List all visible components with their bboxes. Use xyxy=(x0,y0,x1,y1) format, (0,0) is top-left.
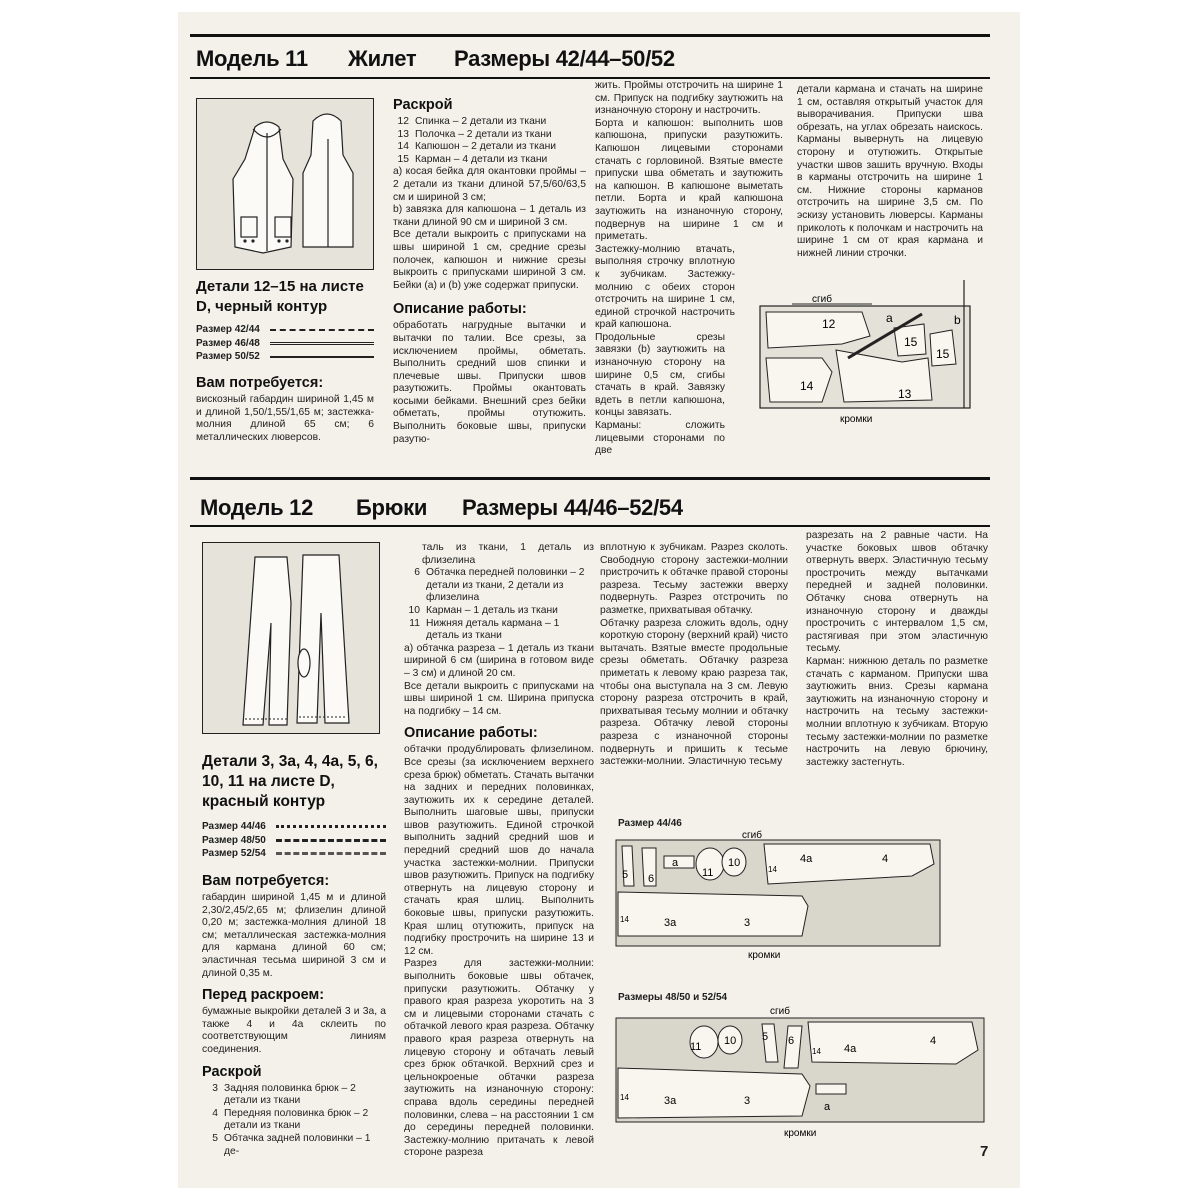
size-label: Размер 44/46 xyxy=(202,821,266,832)
fold-label: сгиб xyxy=(812,294,832,305)
vest-drawing xyxy=(197,99,373,269)
fold-label: сгиб xyxy=(770,1006,790,1017)
model11-header xyxy=(196,46,986,74)
model12-name: Брюки xyxy=(356,495,428,520)
piece-14-label: 14 xyxy=(800,379,814,393)
need-text: вискозный габардин шириной 1,45 м и длиной 1,50/1,55/1,65 м; застежка-молния длиной 65 см; 6 металлических люверсов. xyxy=(196,394,374,443)
piece-10-label: 10 xyxy=(728,857,741,869)
piece-6-label: 6 xyxy=(648,873,655,885)
list-item: 14 Капюшон – 2 детали из ткани xyxy=(397,141,557,153)
size-line-dashed xyxy=(276,852,386,855)
paragraph: вплотную к зубчикам. Разрез сколоть. Свободную сторону застежки-молнии пристрочить к обтачке правой стороны разреза. Тесьму застежки вверху подвернуть. Разрез отстрочить по разметке, прихватывая обтачку. xyxy=(600,542,788,616)
size-label: Размер 42/44 xyxy=(196,324,260,335)
piece-a-label: a xyxy=(672,857,679,869)
paragraph: Застежку-молнию втачать, выполняя строчку вплотную к зубчикам. Застежку-молнию с обеих сторон отстрочить на ширине 1 см, единой строчкой настрочить край капюшона. xyxy=(595,243,735,331)
cut-extra: Все детали выкроить с припусками на швы шириной 1 см, средние срезы полочек, капюшон и нижние срезы выкроить с припусками шириной 3 см. Бейки (а) и (b) уже содержат припуски. xyxy=(393,229,586,291)
list-item: 15 Карман – 4 детали из ткани xyxy=(397,153,548,165)
size-line-solid xyxy=(270,356,374,358)
paragraph: Карманы: сложить лицевыми сторонами по две xyxy=(595,420,725,457)
trousers-back-outline xyxy=(297,555,349,723)
model12-col1 xyxy=(202,870,386,1158)
need-heading: Вам потребуется: xyxy=(202,873,330,889)
allowance-14-label: 14 xyxy=(812,1047,821,1056)
model11-name: Жилет xyxy=(348,46,417,71)
cut-extra: а) косая бейка для окантовки проймы – 2 детали из ткани длиной 57,5/60/63,5 см и шириной 3 см; xyxy=(393,166,586,203)
size-label: Размер 50/52 xyxy=(196,351,260,362)
allowance-14-label: 14 xyxy=(620,1093,629,1102)
trousers-front-outline xyxy=(243,557,291,725)
trousers-sketch xyxy=(202,542,380,734)
paragraph: детали кармана и стачать на ширине 1 см, оставляя открытый участок для выворачивания. Припуски шва обрезать, на углах обрезать наискось. Карманы вывернуть на лицевую сторону и отутюжить. Открытые участки швов зашить вручную. Входы в карманы отстрочить на ширине 1 см. Нижние стороны карманов отстрочить на ширине 3,5 см. По эскизу установить люверсы. Карманы приколоть к полочкам и настрочить на ширине 1 см от края кармана и нижней линии строчки. xyxy=(797,84,983,259)
work-heading: Описание работы: xyxy=(393,301,527,318)
size-label: Размер 52/54 xyxy=(202,848,266,859)
model11-sizes: Размеры 42/44–50/52 xyxy=(454,46,675,71)
piece-10-label: 10 xyxy=(724,1035,737,1047)
work-text: обтачки продублировать флизелином. Все срезы (за исключением верхнего среза брюк) обметать. Стачать вытачки на задних и передних половинках, заутюжить их к середине деталей. Выполнить шаговые швы, припуски швов разутюжить. Единой строчкой выполнить задний средний шов и передний средний шов до начала участка застежки-молнии. Припуски швов разутюжить. Припуск на подгибку отвернуть на лицевую сторону и стачать края шлиц. Выполнить боковые швы, припуски разутюжить. Края шлиц отутюжить, припуск на подгибку простpочить на ширине 13 и 12 см. xyxy=(404,744,594,957)
trousers-drawing xyxy=(203,543,379,733)
trousers-layout-2-svg xyxy=(612,1000,988,1140)
cut-list xyxy=(393,116,586,166)
piece-4a-label: 4a xyxy=(844,1043,857,1055)
cut-heading: Раскрой xyxy=(393,97,453,113)
piece-6-label: 6 xyxy=(788,1035,795,1047)
piece-a-label: a xyxy=(824,1101,831,1113)
cut-extra: b) завязка для капюшона – 1 деталь из ткани длиной 90 см и шириной 3 см. xyxy=(393,204,586,228)
paragraph: Продольные срезы завязки (b) заутюжить на изнаночную сторону на ширине 0,5 см, сгибы стачать в край. Завязку вдеть в петли капюшона, концы завязать. xyxy=(595,331,725,419)
allowance-14-label: 14 xyxy=(620,915,629,924)
piece-13-label: 13 xyxy=(898,387,912,401)
need-text: габардин шириной 1,45 м и длиной 2,30/2,45/2,65 м; флизелин длиной 0,20 м; застежка-молния длиной 18 см; металлическая застежка-молния для кармана длиной 60 см; эластичная тесьма шириной 3 см и длиной 0,35 м. xyxy=(202,892,386,979)
list-item: 11 Нижняя деталь кармана – 1 деталь из ткани xyxy=(409,617,560,642)
fold-label: сгиб xyxy=(742,830,762,841)
model11-col2 xyxy=(393,94,586,446)
paragraph: Карман: нижнюю деталь по разметке стачать с карманом. Припуски шва заутюжить вниз. Срезы кармана заутюжить на изнаночную сторону и настрочить на тесьму застежки-молнии вплотную к зубчикам. Вторую тесьму застежки-молнии по разметке настрочить на левую брючину, застежку застегнуть. xyxy=(806,655,988,768)
model12-col3 xyxy=(600,542,788,769)
trousers-layout-2 xyxy=(612,1000,988,1140)
piece-12-label: 12 xyxy=(822,317,836,331)
piece-15-label: 15 xyxy=(936,347,950,361)
model12-col4 xyxy=(806,530,988,769)
size-line-double xyxy=(270,342,374,345)
piece-a-label: a xyxy=(886,311,893,325)
before-heading: Перед раскроем: xyxy=(202,987,325,1004)
piece-3a-label: 3a xyxy=(664,1095,677,1107)
model12-header-rule xyxy=(190,525,990,527)
size-line-dotted xyxy=(276,825,386,828)
cut-extra: а) обтачка разреза – 1 деталь из ткани шириной 6 см (ширина в готовом виде – 3 см) и длиной 20 см. xyxy=(404,642,594,679)
piece-3a-label: 3a xyxy=(664,917,677,929)
paragraph: Обтачку разреза сложить вдоль, одну короткую сторону (верхний край) чисто вытачать. Взятые вместе продольные срезы обметать. Обтачку разреза приметать к левому краю разреза так, чтобы она выступала на 3 см. Левую сторону разреза отстрочить в край, прихватывая тесьму молнии и обтачку разреза. Обтачку левой стороны разреза с изнаночной стороны подвернуть и пришить к тесьме застежки-молнии. Эластичную тесьму xyxy=(600,617,788,768)
allowance-14-label: 14 xyxy=(768,865,777,874)
cut-extra: Все детали выкроить с припусками на швы шириной 1 см. Ширина припуска на подгибку – 14 см. xyxy=(404,680,594,717)
cut-continued: таль из ткани, 1 деталь из флизелина xyxy=(422,542,594,566)
list-item: 13 Полочка – 2 детали из ткани xyxy=(397,128,552,140)
trousers-layout-1-svg xyxy=(612,826,944,962)
list-item: 3 Задняя половинка брюк – 2 детали из ткани xyxy=(212,1082,356,1107)
model11-header-rule xyxy=(190,77,990,79)
piece-11-label: 11 xyxy=(690,1041,702,1053)
model11-number: Модель 11 xyxy=(196,46,308,71)
size-line-dashdot xyxy=(276,839,386,842)
model11-details-title: Детали 12–15 на листе D, черный контур xyxy=(196,278,364,315)
selvage-label: кромки xyxy=(840,414,873,425)
model12-details-title: Детали 3, 3а, 4, 4а, 5, 6, 10, 11 на листе D, красный контур xyxy=(202,753,378,810)
before-text: бумажные выкройки деталей 3 и 3а, а также 4 и 4а склеить по соответствующим линиям соединения. xyxy=(202,1006,386,1055)
piece-5-label: 5 xyxy=(622,869,629,881)
list-item: 4 Передняя половинка брюк – 2 детали из ткани xyxy=(212,1107,369,1132)
size-label: Размер 48/50 xyxy=(202,834,266,846)
model11-size-legend xyxy=(196,323,374,364)
piece-4-label: 4 xyxy=(930,1035,937,1047)
piece-b-label: b xyxy=(954,313,961,327)
list-item: 5 Обтачка задней половинки – 1 де- xyxy=(212,1132,371,1157)
piece-3-label: 3 xyxy=(744,1095,751,1107)
piece-15-label: 15 xyxy=(904,335,918,349)
model12-sizes: Размеры 44/46–52/54 xyxy=(462,495,683,520)
page-number: 7 xyxy=(980,1143,989,1160)
selvage-label: кромки xyxy=(748,950,781,961)
list-item: 6 Обтачка передней половинки – 2 детали из ткани, 2 детали из флизелина xyxy=(414,567,585,604)
piece-5-label: 5 xyxy=(762,1031,769,1043)
layout1-title: Размер 44/46 xyxy=(618,818,682,829)
vest-layout-diagram xyxy=(752,278,974,426)
model12-size-legend xyxy=(202,820,386,861)
piece-4a-label: 4a xyxy=(800,853,813,865)
top-rule xyxy=(190,34,990,37)
piece-11-label: 11 xyxy=(702,867,714,879)
trousers-layout-1 xyxy=(612,826,944,962)
selvage-label: кромки xyxy=(784,1128,817,1139)
piece-4-label: 4 xyxy=(882,853,889,865)
need-heading: Вам потребуется: xyxy=(196,375,324,391)
work-heading: Описание работы: xyxy=(404,725,538,742)
cut-heading: Раскрой xyxy=(202,1063,262,1080)
model11-col4 xyxy=(797,84,983,260)
vest-layout-svg xyxy=(752,278,974,426)
model12-number: Модель 12 xyxy=(200,495,314,520)
paragraph: разрезать на 2 равные части. На участке боковых швов обтачку отвернуть вверх. Эластичную тесьму простpочить между вытачками передней и задней половинки. Обтачку снова отвернуть на изнаночную сторону и дважды простpочить с интервалом 1,5 см, растягивая при этом эластичную тесьму. xyxy=(806,530,988,655)
cut-list xyxy=(202,1083,386,1159)
size-label: Размер 46/48 xyxy=(196,337,260,349)
list-item: 12 Спинка – 2 детали из ткани xyxy=(397,116,547,127)
vest-sketch xyxy=(196,98,374,270)
list-item: 10 Карман – 1 деталь из ткани xyxy=(408,604,558,616)
section-rule xyxy=(190,477,990,480)
model11-need xyxy=(196,372,374,444)
cut-list-2 xyxy=(404,567,594,643)
size-line-dashed xyxy=(270,329,374,331)
layout2-title: Размеры 48/50 и 52/54 xyxy=(618,992,728,1003)
work-text: Разрез для застежки-молнии: выполнить боковые швы обтачек, припуски разутюжить. Обтачку у правого края разреза укоротить на 3 см и лицевыми сторонами стачать с обтачкой левого края разреза. Обтачку правого края разреза отвернуть на лицевую сторону и обтачать левый срез брюк обтачкой. Верхний срез и цельнокроеные обтачки разреза заутюжить на изнаночную сторону: справа вдоль середины передней половинки, слева – на расстоянии 1 см до середины передней половинки. Застежку-молнию притачать к левой стороне разреза xyxy=(404,958,594,1159)
model12-col2 xyxy=(404,542,594,1160)
model12-header xyxy=(196,495,986,523)
piece-3-label: 3 xyxy=(744,917,751,929)
work-text: обработать нагрудные вытачки и вытачки по талии. Все срезы, за исключением проймы, обметать. Выполнить средний шов спинки и плечевые швы. Припуски швов разутюжить. Проймы окантовать косыми бейками. Внешний срез бейки обметать, проймы отутюжить. Выполнить боковые швы, припуски разутю- xyxy=(393,320,586,445)
paragraph: Борта и капюшон: выполнить шов капюшона, припуски разутюжить. Капюшон лицевыми сторонами стачать с горловиной. Взятые вместе припуски шва обметать и заутюжить на капюшон. В капюшоне выметать петли. Борта и край капюшона заутюжить на изнаночную сторону, подвернув на ширине 1 см и приметать. xyxy=(595,117,783,243)
paragraph: жить. Проймы отстрочить на ширине 1 см. Припуск на подгибку заутюжить на изнаночную сторону и настрочить. xyxy=(595,80,783,117)
